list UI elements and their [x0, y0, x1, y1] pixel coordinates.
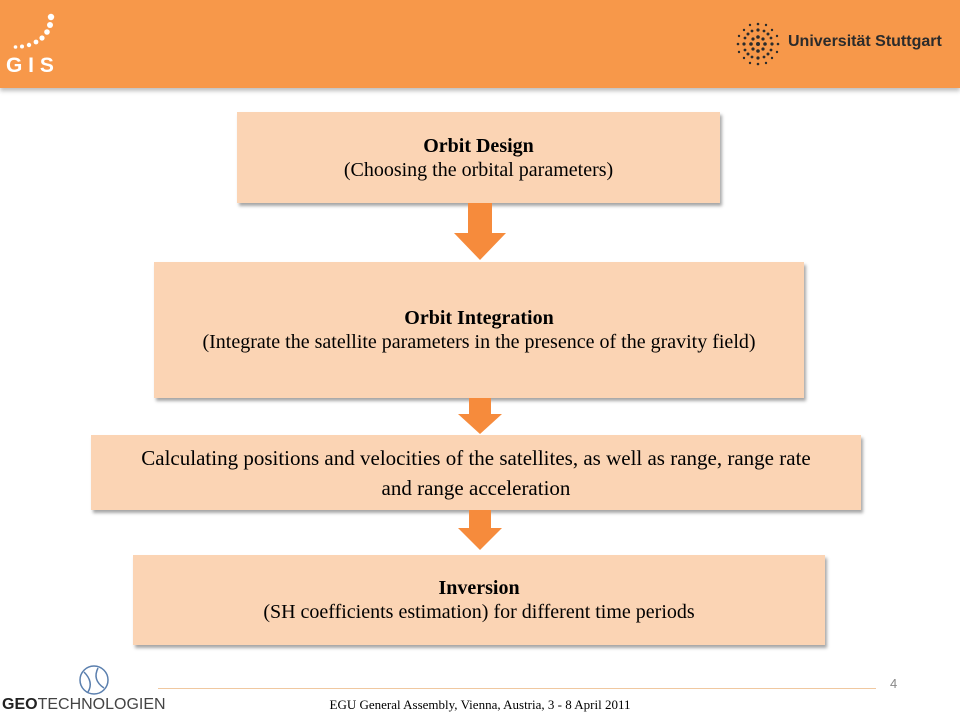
geotechnologien-wordmark-bold: GEO [2, 696, 38, 713]
flow-box-title: Orbit Integration [404, 307, 554, 329]
geotechnologien-wordmark-rest: TECHNOLOGIEN [37, 696, 166, 713]
down-arrow-icon [458, 398, 502, 434]
gis-logo [0, 8, 80, 80]
university-logo [734, 20, 944, 68]
footer-conference-text: EGU General Assembly, Vienna, Austria, 3 - 8 April 2011 [329, 697, 631, 712]
gis-logo-text: G I S [6, 54, 54, 77]
page-number: 4 [890, 676, 898, 691]
university-name: Universität Stuttgart [788, 33, 942, 50]
flow-box-text: (Choosing the orbital parameters) [343, 158, 614, 181]
flow-box-calculation [91, 435, 861, 510]
down-arrow-icon [458, 510, 502, 550]
flow-box-title: Orbit Design [423, 134, 534, 157]
university-emblem-icon [734, 20, 782, 68]
footer-divider [158, 688, 876, 689]
flow-box-orbit-integration [154, 262, 804, 398]
flow-box-inversion [133, 555, 825, 645]
flow-box-text: Calculating positions and velocities of the satellites, as well as range, range rate and range acceleration [141, 445, 811, 500]
flow-box-text: (SH coefficients estimation) for different time periods [263, 601, 695, 623]
header-bar [0, 0, 960, 88]
flow-box-title: Inversion [438, 577, 520, 599]
down-arrow-icon [454, 203, 506, 260]
flow-box-text: (Integrate the satellite parameters in the presence of the gravity field) [202, 331, 756, 353]
flow-box-orbit-design [237, 112, 720, 203]
